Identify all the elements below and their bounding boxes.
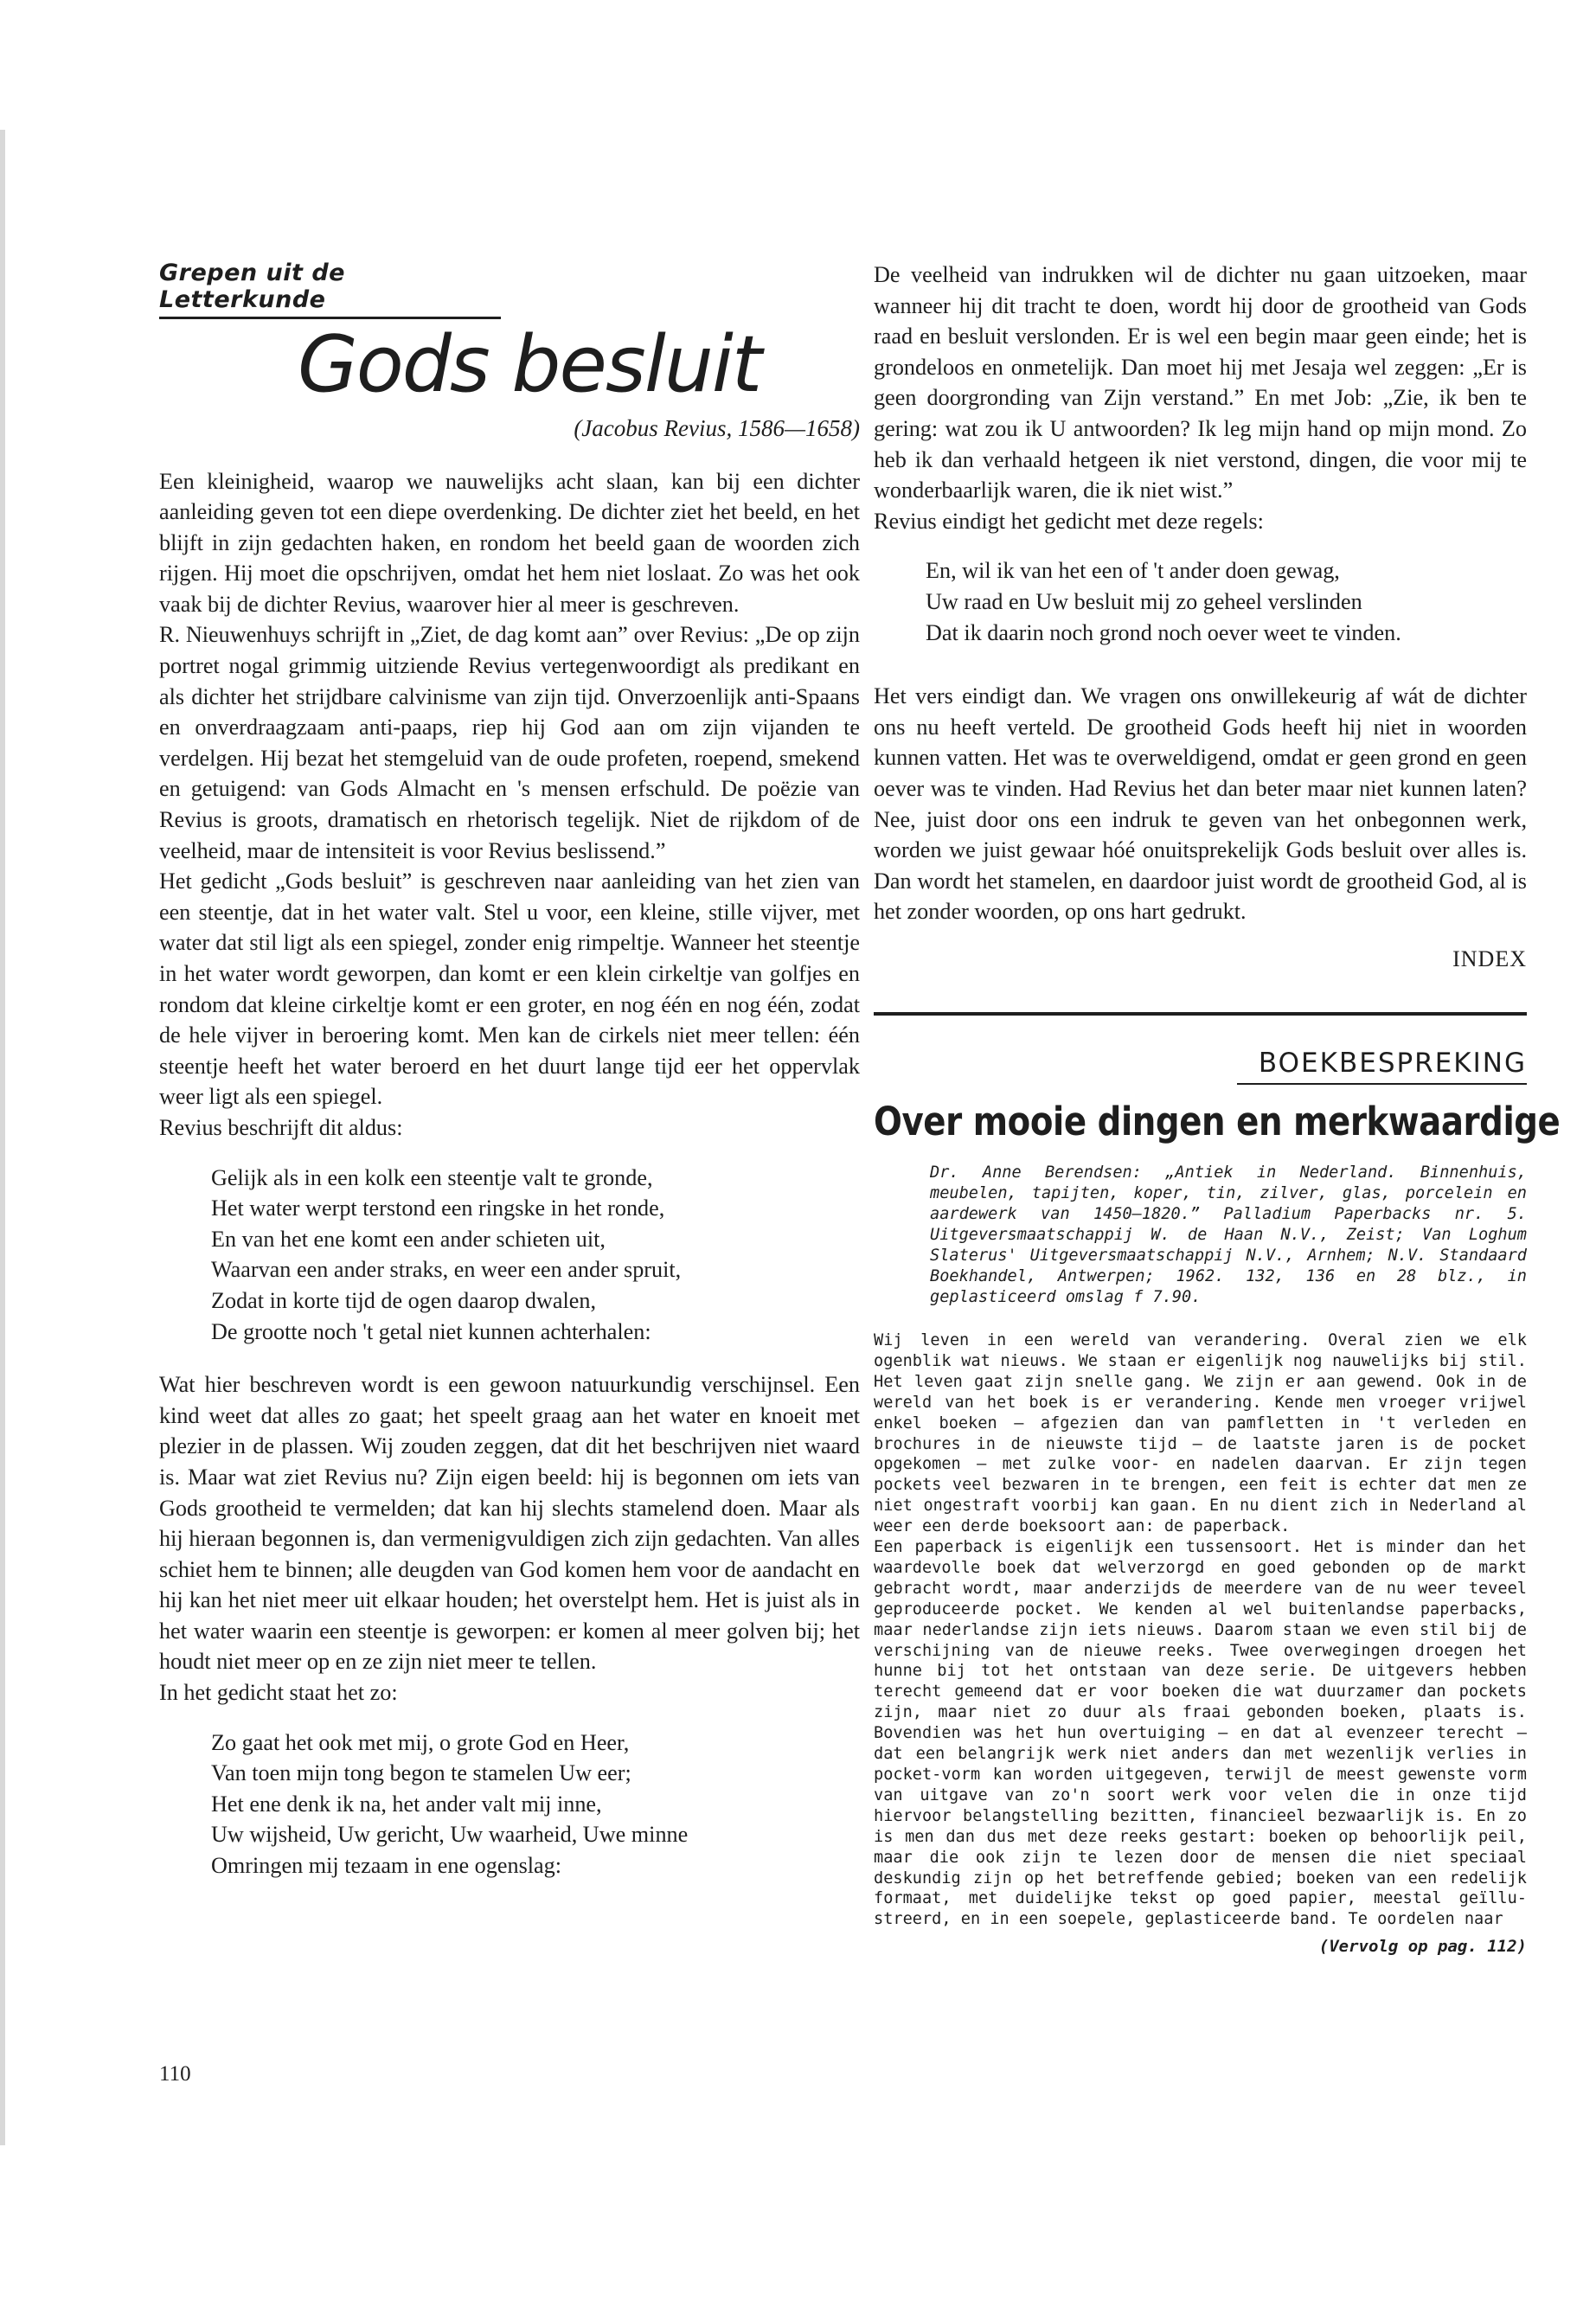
- page-number: 110: [159, 2062, 191, 2086]
- poem-line: En van het ene komt een ander schieten uit,: [211, 1226, 606, 1252]
- article-title: Gods besluit: [298, 319, 761, 410]
- poem-line: Van toen mijn tong begon te stamelen Uw eer;: [211, 1760, 631, 1786]
- paragraph: Wij leven in een wereld van verandering. Overal zien we elk ogenblik wat nieuws. We staan er eigenlijk nog nauwelijks bij stil. Het leven gaat zijn snelle gang. We zijn er aan gewend. Ook in de wereld van het boek is er verandering. Kende men vroeger vrijwel enkel boeken — afgezien dan van pamfletten in 't verleden en brochures in de nieuwste tijd — de laatste jaren is de pocket opgekomen — met zulke voor- en nadelen daarvan. Er zijn tegen pockets veel bezwaren in te brengen, een feit is echter dat men ze niet ongestraft voorbij kan gaan. En nu dient zich in Nederland al weer een derde boeksoort aan: de paperback.: [874, 1330, 1527, 1536]
- paragraph: Wat hier beschreven wordt is een gewoon natuurkundig verschijnsel. Een kind weet dat alles zo gaat; het speelt graag aan het water en knoeit met plezier in de plassen. Wij zouden zeggen, dat dit het beschrijven niet waard is. Maar wat ziet Revius nu? Zijn eigen beeld: hij is begonnen om iets van Gods grootheid te vermelden; dat kan hij slechts stamelend doen. Maar als hij hieraan begonnen is, dan vermenigvuldigen zich zijn gedachten. Van alles schiet hem te binnen; alle deugden van God komen hem voor de aandacht en hij kan het niet meer uit elkaar houden; het overstelpt hem. Het is juist als in het water waarin een steentje is geworpen: er komen al meer golven bij; het houdt niet meer op en ze zijn niet meer te tellen.: [159, 1372, 860, 1675]
- paragraph: In het gedicht staat het zo:: [159, 1680, 398, 1706]
- poem-line: Uw wijsheid, Uw gericht, Uw waarheid, Uwe minne: [211, 1822, 689, 1848]
- paragraph: Het vers eindigt dan. We vragen ons onwillekeurig af wát de dichter ons nu heeft verteld. De grootheid Gods heeft hij niet in woorden kunnen vatten. Het was te overweldigend, omdat er geen grond en geen oever was te vinden. Had Revius het dan beter maar niet kunnen laten? Nee, juist door ons een indruk te geven van het onbegonnen werk, worden we juist gewaar hóé onuitsprekelijk Gods besluit over alles is. Dan wordt het stamelen, en daardoor juist wordt de grootheid God, al is het zonder woorden, op ons hart gedrukt.: [874, 683, 1527, 925]
- right-prose-2: [874, 681, 1527, 927]
- review-label-underline: [1237, 1083, 1527, 1085]
- section-divider: [874, 1012, 1527, 1016]
- paragraph: Revius beschrijft dit aldus:: [159, 1114, 403, 1140]
- poem-line: Het water werpt terstond een ringske in het ronde,: [211, 1195, 665, 1221]
- continued-note: (Vervolg op pag. 112): [1318, 1937, 1527, 1957]
- paragraph: R. Nieuwenhuys schrijft in „Ziet, de dag komt aan” over Revius: „De op zijn portret nogal grimmig uitziende Revius vertegenwoordigt als predikant en als dichter het strijdbare calvinisme van zijn tijd. Onverzoenlijk anti-Spaans en onverdraagzaam anti-paaps, riep hij God aan om zijn vijanden te verdelgen. Hij bezat het stemgeluid van de oude profeten, roepend, smekend en getuigend: van Gods Almacht en 's mensen erfschuld. De poëzie van Revius is groots, dramatisch en rhetorisch tegelijk. Niet de rijkdom of de veelheid, maar de intensiteit is voor Revius beslissend.”: [159, 622, 860, 863]
- paragraph: Het gedicht „Gods besluit” is geschreven naar aanleiding van het zien van een steentje, dat in het water valt. Stel u voor, een kleine, stille vijver, met water dat stil ligt als een spiegel, zonder enig rimpeltje. Wanneer het steentje in het water wordt geworpen, dan komt er een klein cirkeltje van golfjes en rondom dat kleine cirkeltje komt er een groter, en nog één en nog één, zodat de hele vijver in beroering komt. Men kan de cirkels niet meer tellen: één steentje heeft het water beroerd en het duurt lange tijd eer het oppervlak weer ligt als een spiegel.: [159, 868, 860, 1110]
- poem-line: En, wil ik van het een of 't ander doen gewag,: [926, 558, 1340, 584]
- poem-line: De grootte noch 't getal niet kunnen achterhalen:: [211, 1318, 651, 1344]
- paragraph: Een paperback is eigenlijk een tussensoort. Het is minder dan het waardevolle boek dat welverzorgd en goed gebonden op de markt gebracht wordt, maar anderzijds de meerdere van de nu weer teveel geproduceerde pocket. We kenden al wel buitenlandse paperbacks, maar nederlandse zijn iets nieuws. Daarom staan we even stil bij de verschijning van de nieuwe reeks. Twee overwegingen droegen het hunne bij tot het ontstaan van deze serie. De uitgevers hebben terecht gemeend dat er voor boeken die wat duurzamer dan pockets zijn, maar niet zo duur als fraai gebonden boeken, plaats is. Bovendien was het hun overtuiging — en dat al evenzeer terecht — dat een belangrijk werk niet anders dan met wezenlijk verlies in pocket-vorm kan worden uitgegeven, terwijl de meest gewenste vorm van uitgave van zo'n soort werk voor velen die in onze tijd hiervoor belangstelling bezitten, financieel bezwaarlijk is. En zo is men dan dus met deze reeks gestart: boeken op behoorlijk peil, maar die ook zijn te lezen door de mensen die niet speciaal deskundig zijn op het betreffende gebied; boeken van een redelijk formaat, met duidelijke tekst op goed papier, meestal geïllustreerd, en in een soepele, geplasticeerde band. Te oordelen naar: [874, 1538, 1527, 1929]
- paragraph: Revius eindigt het gedicht met deze regels:: [874, 508, 1264, 534]
- author-signature: INDEX: [1452, 945, 1527, 971]
- page-edge-shadow: [0, 130, 5, 2145]
- left-prose-2: [159, 1369, 860, 1708]
- poem-excerpt-3: [926, 555, 1527, 648]
- review-title: Over mooie dingen en merkwaardige: [874, 1098, 1561, 1144]
- poem-line: Waarvan een ander straks, en weer een ander spruit,: [211, 1257, 682, 1283]
- poem-line: Gelijk als in een kolk een steentje valt te gronde,: [211, 1164, 653, 1190]
- review-bibliography: Dr. Anne Berendsen: „Antiek in Nederland. Binnenhuis, meubelen, tapijten, koper, tin, zilver, glas, porcelein en aardewerk van 1450—1820.” Palladium Paperbacks nr. 5. Uitgeversmaatschappij W. de Haan N.V., Zeist; Van Loghum Slaterus' Uitgeversmaatschappij N.V., Arnhem; N.V. Standaard Boekhandel, Antwerpen; 1962. 132, 136 en 28 blz., in geplasticeerd omslag f 7.90.: [930, 1163, 1527, 1306]
- poem-excerpt-1: [211, 1163, 860, 1348]
- poem-line: Het ene denk ik na, het ander valt mij inne,: [211, 1791, 602, 1817]
- poem-line: Omringen mij tezaam in ene ogenslag:: [211, 1853, 562, 1879]
- right-prose-1: [874, 260, 1527, 536]
- paragraph: Een kleinigheid, waarop we nauwelijks acht slaan, kan bij een dichter aanleiding geven tot een diepe overdenking. De dichter ziet het beeld, en het blijft in zijn gedachten haken, en rondom het beeld gaan de woorden zich rijgen. Hij moet die opschrijven, omdat het hem niet loslaat. Zo was het ook vaak bij de dichter Revius, waarover hier al meer is geschreven.: [159, 468, 860, 617]
- review-body: [874, 1330, 1527, 1930]
- review-section-label: BOEKBESPREKING: [1258, 1047, 1527, 1079]
- paragraph: De veelheid van indrukken wil de dichter nu gaan uitzoeken, maar wanneer hij dit tracht te doen, wordt hij door de grootheid van Gods raad en besluit verslonden. Er is wel een begin maar geen einde; het is grondeloos en onmetelijk. Dan moet hij met Jesaja wel zeggen: „Er is geen doorgronding van Zijn verstand.” En met Job: „Zie, ik ben te gering: wat zou ik U antwoorden? Ik leg mijn hand op mijn mond. Zo heb ik dan verhaald hetgeen ik niet verstond, dingen, die voor mij te wonderbaarlijk waren, die ik niet wist.”: [874, 262, 1527, 503]
- poem-line: Zo gaat het ook met mij, o grote God en Heer,: [211, 1729, 630, 1755]
- poem-line: Uw raad en Uw besluit mij zo geheel verslinden: [926, 588, 1362, 614]
- poem-line: Dat ik daarin noch grond noch oever weet te vinden.: [926, 619, 1401, 645]
- article-byline: (Jacobus Revius, 1586—1658): [574, 414, 860, 441]
- poem-line: Zodat in korte tijd de ogen daarop dwalen,: [211, 1287, 597, 1313]
- poem-excerpt-2: [211, 1727, 860, 1881]
- left-column: [159, 260, 860, 1904]
- right-column: [874, 260, 1561, 1957]
- left-prose-1: [159, 466, 860, 1144]
- section-label: Grepen uit de Letterkunde: [159, 260, 501, 319]
